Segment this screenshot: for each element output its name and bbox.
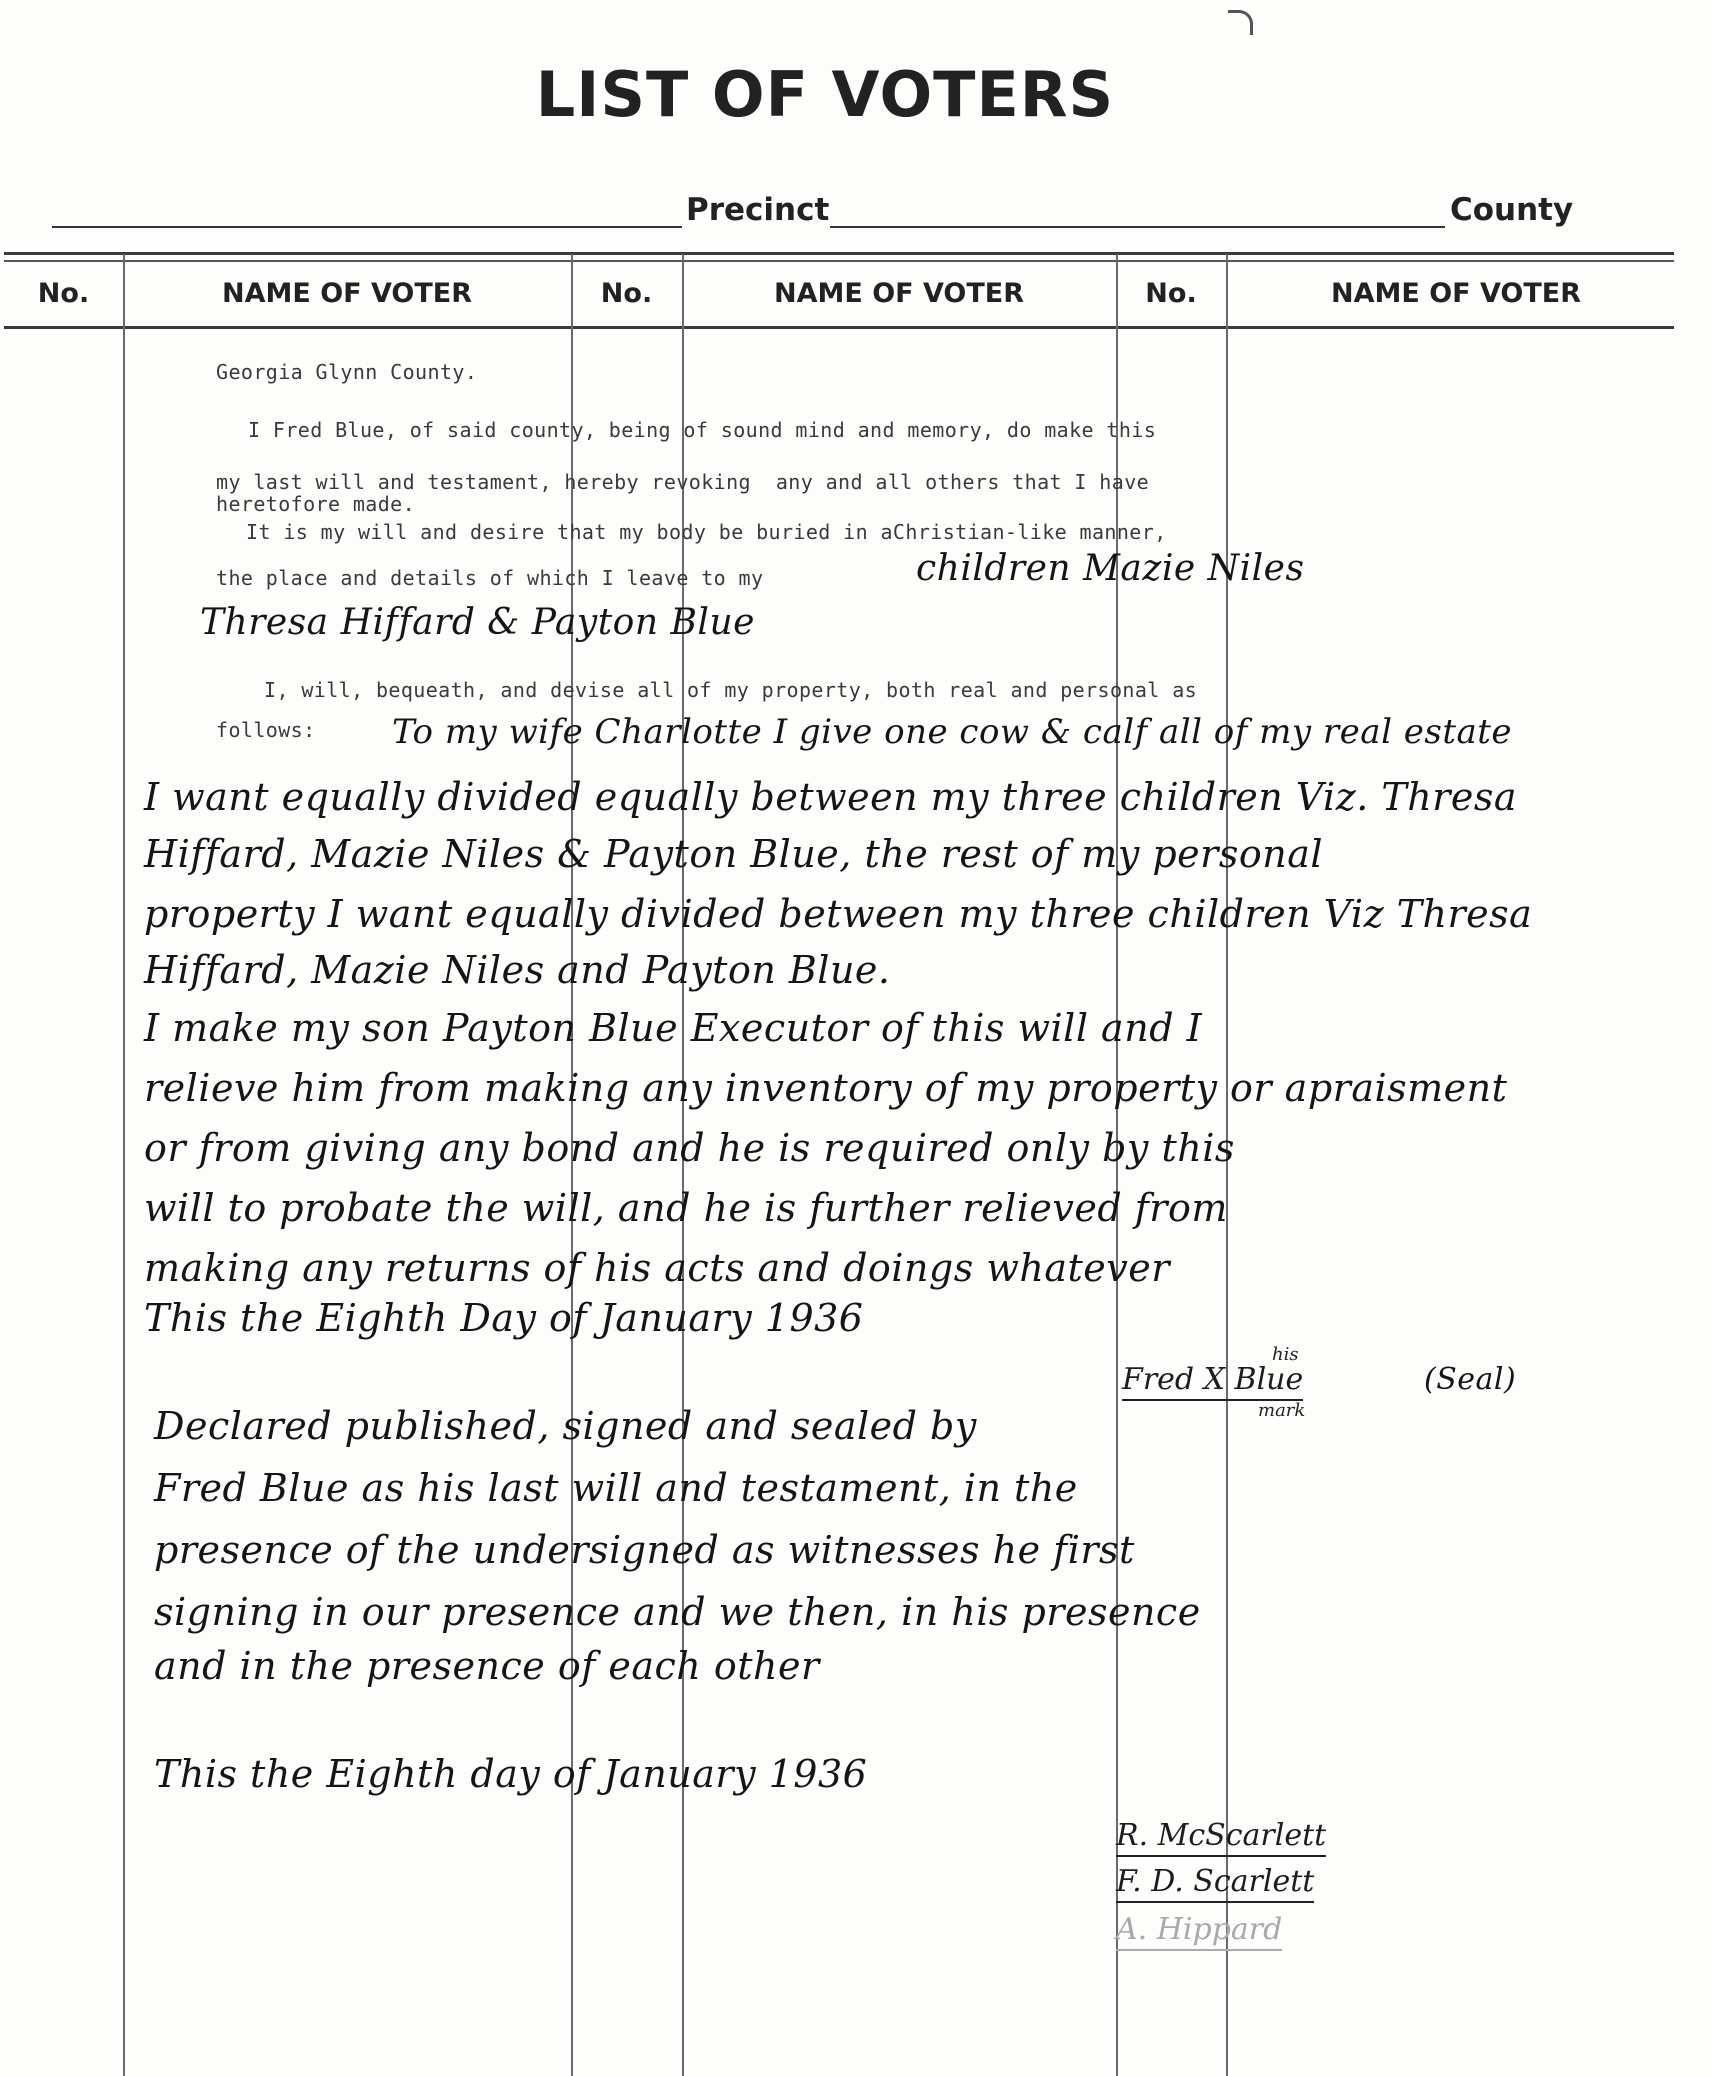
handwritten-line: or from giving any bond and he is required only by this [144, 1126, 1235, 1170]
signature-mark: mark [1258, 1400, 1306, 1421]
attestation-line: and in the presence of each other [154, 1644, 820, 1688]
handwritten-line: relieve him from making any inventory of my property or apraisment [144, 1066, 1508, 1110]
seal-text: (Seal) [1424, 1362, 1517, 1397]
witness-signature-3: A. Hippard [1116, 1912, 1282, 1951]
will-heading: Georgia Glynn County. [216, 360, 478, 384]
handwritten-line: Thresa Hiffard & Payton Blue [200, 602, 755, 643]
attestation-line: Fred Blue as his last will and testament, in the [154, 1466, 1078, 1510]
attestation-date: This the Eighth day of January 1936 [154, 1752, 868, 1796]
typed-line: my last will and testament, hereby revoking any and all others that I have [216, 470, 1150, 494]
signature-his: his [1272, 1344, 1299, 1365]
typed-line: I, will, bequeath, and devise all of my property, both real and personal as [264, 678, 1198, 702]
precinct-blank [52, 226, 682, 228]
county-label: County [1450, 192, 1574, 228]
precinct-county-row [0, 192, 1712, 242]
witness-signature-1: R. McScarlett [1116, 1818, 1326, 1857]
typed-line: It is my will and desire that my body be buried in aChristian-like manner, [246, 520, 1167, 544]
column-header-no-1: No. [37, 278, 90, 309]
typed-line: follows: [216, 718, 316, 742]
attestation-line: presence of the undersigned as witnesses he first [154, 1528, 1135, 1572]
testator-signature: Fred X Blue [1122, 1362, 1303, 1401]
stray-mark [1228, 10, 1253, 35]
attestation-line: signing in our presence and we then, in his presence [154, 1590, 1201, 1634]
typed-line: I Fred Blue, of said county, being of sound mind and memory, do make this [248, 418, 1157, 442]
precinct-label: Precinct [686, 192, 830, 228]
column-header-name-2: NAME OF VOTER [773, 278, 1025, 309]
table-top-rule [4, 252, 1674, 255]
table-top-rule-inner [4, 260, 1674, 262]
witness-signature-2: F. D. Scarlett [1116, 1864, 1314, 1903]
header-bottom-rule [4, 326, 1674, 329]
handwritten-line: I want equally divided equally between my three children Viz. Thresa [144, 775, 1518, 819]
typed-line: heretofore made. [216, 492, 416, 516]
handwritten-date: This the Eighth Day of January 1936 [144, 1296, 864, 1340]
handwritten-line: children Mazie Niles [916, 548, 1305, 589]
form-title: LIST OF VOTERS [535, 58, 1115, 131]
typed-line: the place and details of which I leave to my [216, 566, 764, 590]
column-header-name-1: NAME OF VOTER [221, 278, 473, 309]
handwritten-line: making any returns of his acts and doings whatever [144, 1246, 1170, 1290]
handwritten-line: Hiffard, Mazie Niles and Payton Blue. [144, 948, 891, 992]
handwritten-line: will to probate the will, and he is further relieved from [144, 1186, 1228, 1230]
attestation-line: Declared published, signed and sealed by [154, 1404, 977, 1448]
handwritten-line: I make my son Payton Blue Executor of this will and I [144, 1006, 1203, 1050]
handwritten-line: To my wife Charlotte I give one cow & calf all of my real estate [392, 712, 1513, 752]
column-divider [123, 254, 125, 2076]
county-blank [830, 226, 1445, 228]
column-header-no-3: No. [1145, 278, 1197, 309]
handwritten-line: property I want equally divided between my three children Viz Thresa [144, 892, 1533, 936]
column-header-name-3: NAME OF VOTER [1330, 278, 1582, 309]
handwritten-line: Hiffard, Mazie Niles & Payton Blue, the rest of my personal [144, 832, 1323, 876]
column-header-no-2: No. [600, 278, 653, 309]
